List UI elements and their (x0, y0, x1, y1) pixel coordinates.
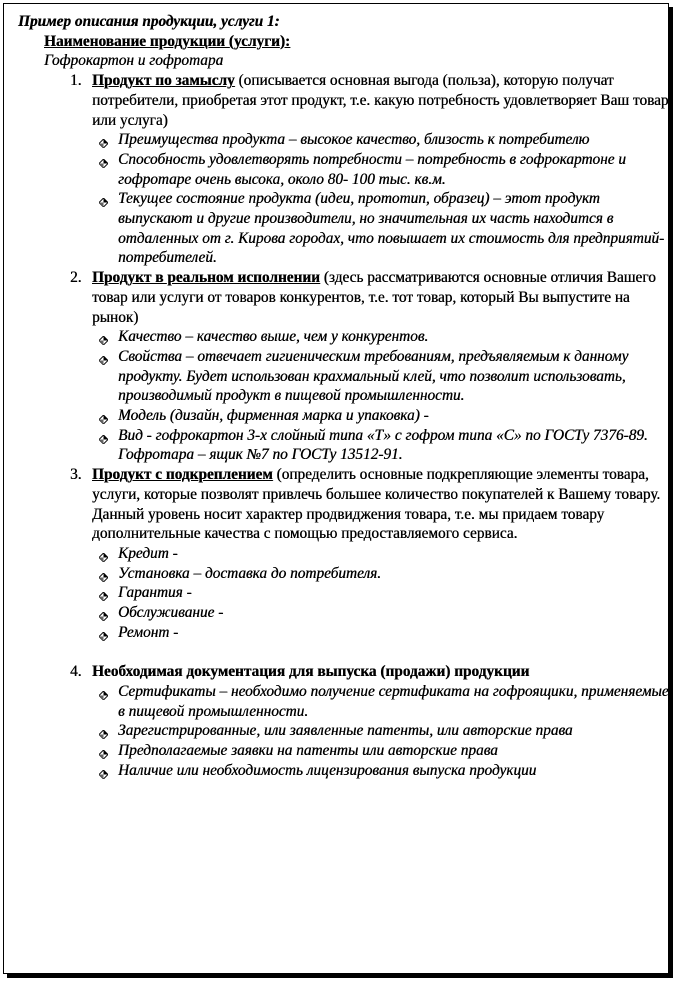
section-heading: Продукт с подкреплением (92, 466, 273, 484)
document-frame (3, 3, 669, 974)
section-heading: Необходимая документация для выпуска (продажи) продукции (92, 663, 530, 681)
document-title: Пример описания продукции, услуги 1: (18, 13, 280, 30)
section-paragraph (92, 465, 669, 544)
bullet-item (92, 761, 669, 781)
diamond-bullet-icon (99, 568, 108, 577)
diamond-bullet-icon (99, 193, 108, 202)
bullet-text: Свойства – отвечает гигиеническим требованиям, предъявляемым к данному продукту. Будет использован крахмальный клей, что позволит использовать, производимый продукт в пищевой промышленности. (118, 347, 629, 405)
section-paragraph (92, 268, 669, 327)
section-item (14, 268, 669, 465)
bullet-text: Способность удовлетворять потребности – потребность в гофрокартоне и гофротаре очень высока, около 80- 100 тыс. кв.м. (118, 150, 626, 188)
diamond-bullet-icon (99, 745, 108, 754)
section-description: (здесь рассматриваются основные отличия Вашего товар или услуги от товаров конкурентов, т.е. тот товар, который Вы выпустите на рынок) (92, 269, 656, 326)
bullet-text: Модель (дизайн, фирменная марка и упаковка) - (118, 407, 429, 425)
section-number: 4. (70, 663, 82, 681)
diamond-bullet-icon (99, 587, 108, 596)
bullet-text: Обслуживание - (118, 604, 224, 622)
bullet-list (92, 682, 669, 781)
document-body (14, 12, 669, 780)
diamond-bullet-icon (99, 154, 108, 163)
diamond-bullet-icon (99, 765, 108, 774)
bullet-text: Ремонт - (118, 623, 179, 641)
section-paragraph (92, 662, 669, 682)
diamond-bullet-icon (99, 351, 108, 360)
bullet-text: Сертификаты – необходимо получение сертификата на гофроящики, применяемые в пищевой промышленности. (118, 682, 669, 720)
bullet-item (92, 347, 669, 406)
product-name-label: Наименование продукции (услуги): (44, 32, 291, 50)
bullet-text: Вид - гофрокартон 3-х слойный типа «Т» с гофром типа «С» по ГОСТу 7376-89. Гофротара – ящик №7 по ГОСТу 13512-91. (118, 426, 648, 464)
bullet-item (92, 583, 669, 603)
diamond-bullet-icon (99, 331, 108, 340)
section-item (14, 71, 669, 268)
bullet-text: Установка – доставка до потребителя. (118, 564, 381, 582)
product-name-value: Гофрокартон и гофротара (44, 52, 224, 70)
bullet-item (92, 721, 669, 741)
diamond-bullet-icon (99, 725, 108, 734)
bullet-text: Наличие или необходимость лицензирования выпуска продукции (118, 761, 537, 779)
bullet-item (92, 741, 669, 761)
bullet-list (92, 327, 669, 465)
bullet-item (92, 623, 669, 643)
bullet-list (92, 544, 669, 643)
bullet-item (92, 150, 669, 189)
bullet-text: Преимущества продукта – высокое качество, близость к потребителю (118, 131, 590, 149)
section-description: (определить основные подкрепляющие элементы товара, услуги, которые позволят привлечь большее количество покупателей к Вашему товару. Данный уровень носит характер продвиджения товара, т.е. мы придаем товару дополнительные качества с помощью предоставляемого сервиса. (92, 466, 661, 543)
diamond-bullet-icon (99, 686, 108, 695)
section-spacer (14, 643, 669, 663)
bullet-item (92, 406, 669, 426)
diamond-bullet-icon (99, 134, 108, 143)
bullet-text: Качество – качество выше, чем у конкурентов. (118, 328, 429, 346)
bullet-item (92, 564, 669, 584)
bullet-item (92, 130, 669, 150)
bullet-text: Текущее состояние продукта (идеи, прототип, образец) – этот продукт выпускают и другие производители, но значительная их часть находится в отдаленных от г. Кирова городах, что повышает их стоимость для предприятий-потребителей. (118, 190, 665, 267)
bullet-item (92, 682, 669, 721)
bullet-item (92, 544, 669, 564)
bullet-text: Зарегистрированные, или заявленные патенты, или авторские права (118, 722, 573, 740)
bullet-text: Предполагаемые заявки на патенты или авторские права (118, 742, 498, 759)
section-item (14, 662, 669, 780)
section-description: (описывается основная выгода (польза), которую получат потребители, приобретая этот продукт, т.е. какую потребность удовлетворяет Ваш товар или услуга) (92, 72, 669, 129)
bullet-item (92, 327, 669, 347)
bullet-text: Гарантия - (118, 584, 192, 602)
section-number: 2. (70, 269, 82, 287)
section-item (14, 465, 669, 642)
section-paragraph (92, 71, 669, 130)
diamond-bullet-icon (99, 430, 108, 439)
bullet-item (92, 426, 669, 465)
bullet-item (92, 189, 669, 268)
section-heading: Продукт в реальном исполнении (92, 269, 320, 287)
sections-list (14, 71, 669, 780)
bullet-text: Кредит - (118, 544, 178, 562)
section-number: 1. (70, 72, 82, 90)
bullet-item (92, 603, 669, 623)
diamond-bullet-icon (99, 627, 108, 636)
section-heading: Продукт по замыслу (92, 72, 235, 90)
bullet-list (92, 130, 669, 268)
diamond-bullet-icon (99, 548, 108, 557)
section-number: 3. (70, 466, 82, 484)
diamond-bullet-icon (99, 410, 108, 419)
diamond-bullet-icon (99, 607, 108, 616)
